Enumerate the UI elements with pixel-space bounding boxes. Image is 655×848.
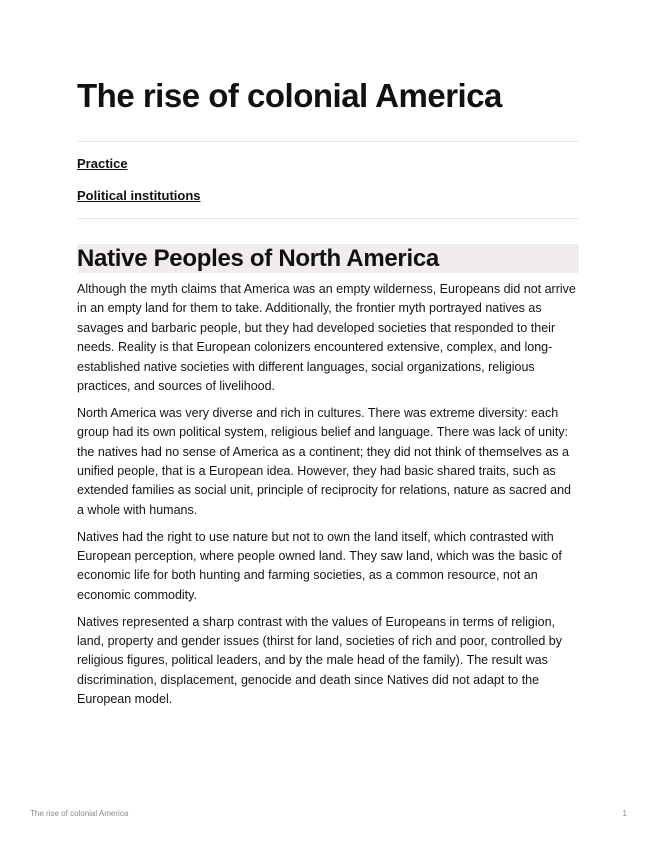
page-title: The rise of colonial America bbox=[77, 77, 502, 114]
paragraph: Natives had the right to use nature but not to own the land itself, which contrasted with European perception, where people owned land. They saw land, which was the basic of economic life for both hunting and farming societies, as a common resource, not an economic commodity. bbox=[77, 529, 562, 602]
paragraph: Natives represented a sharp contrast with the values of Europeans in terms of religion, land, property and gender issues (thirst for land, societies of rich and poor, controlled by religious figures, political leaders, and by the male head of the family). The result was discrimination, displacement, genocide and death since Natives did not adapt to the European model. bbox=[77, 614, 562, 707]
section-heading: Native Peoples of North America bbox=[77, 244, 579, 273]
footer-title: The rise of colonial America bbox=[30, 809, 129, 818]
divider bbox=[77, 141, 579, 142]
paragraph: Although the myth claims that America was an empty wilderness, Europeans did not arrive in an empty land for them to take. Additionally, the frontier myth portrayed natives as savages and barbaric people, but they had developed societies that responded to their needs. Reality is that European colonizers encountered extensive, complex, and long-established native societies with different languages, social organizations, religious practices, and sources of livelihood. bbox=[77, 282, 576, 394]
link-practice[interactable]: Practice bbox=[77, 156, 128, 171]
section-body bbox=[77, 280, 579, 717]
paragraph: North America was very diverse and rich in cultures. There was extreme diversity: each group had its own political system, religious belief and language. There was lack of unity: the natives had no sense of America as a continent; they did not think of themselves as a unified people, that is a European idea. However, they had basic shared traits, such as extended families as social unit, principle of reciprocity for relations, nature as sacred and a whole with humans. bbox=[77, 405, 572, 517]
link-political-institutions[interactable]: Political institutions bbox=[77, 188, 201, 203]
footer-page-number: 1 bbox=[622, 809, 627, 818]
divider bbox=[77, 218, 579, 219]
